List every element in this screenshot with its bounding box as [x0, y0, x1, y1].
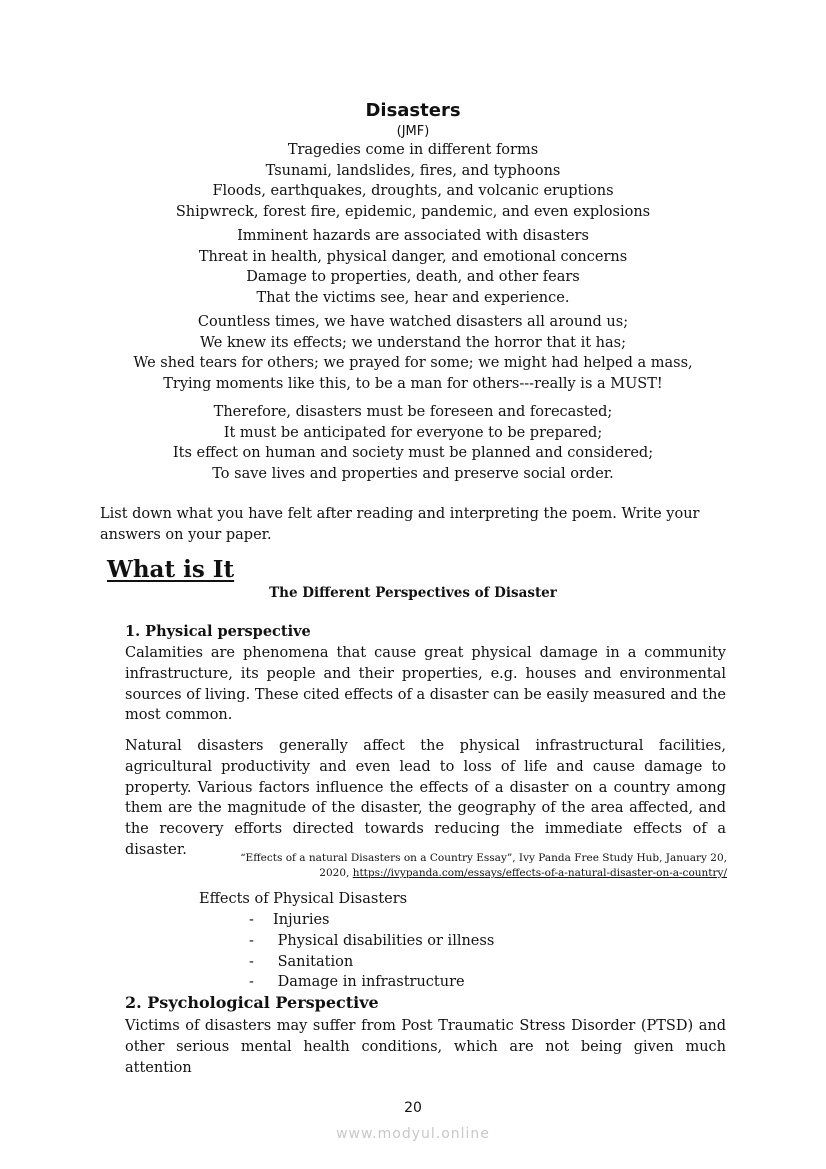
poem-line: It must be anticipated for everyone to be prepared; [223, 424, 603, 441]
poem-line: Countless times, we have watched disasters all around us; [197, 314, 629, 330]
poem-author: (JMF) [396, 124, 430, 139]
citation-text: “Effects of a natural Disasters on a Country Essay”, Ivy Panda Free Study Hub, January 20, 2020, [240, 852, 727, 879]
bullet: - [249, 954, 254, 970]
poem-line: That the victims see, hear and experience. [256, 290, 570, 307]
section-physical-heading: 1. Physical perspective [125, 623, 311, 640]
poem-line: Threat in health, physical danger, and emotional concerns [198, 248, 628, 265]
list-item-text: Injuries [273, 912, 330, 928]
list-item-text: Physical disabilities or illness [273, 933, 495, 949]
bullet: - [249, 933, 254, 949]
physical-paragraph-1: Calamities are phenomena that cause great physical damage in a community infrastructure, its people and their properties, e.g. houses and environmental sources of living. These cited effects of a disaster can be easily measured and the most common. [125, 645, 726, 724]
list-item [249, 910, 330, 931]
list-item-text: Sanitation [273, 954, 354, 970]
poem-line: Tragedies come in different forms [287, 142, 539, 158]
poem-line: We shed tears for others; we prayed for some; we might had helped a mass, [133, 355, 693, 372]
poem-line: Therefore, disasters must be foreseen and forecasted; [213, 404, 613, 420]
poem-stanza-2 [0, 226, 826, 309]
poem-stanza-4 [0, 402, 826, 485]
poem-line: To save lives and properties and preserve social order. [212, 466, 614, 483]
poem-line: Tsunami, landslides, fires, and typhoons [265, 162, 561, 179]
watermark: www.modyul.online [336, 1126, 490, 1142]
poem-line: Imminent hazards are associated with disasters [237, 228, 589, 244]
poem-stanza-1 [0, 140, 826, 223]
list-item-text: Damage in infrastructure [273, 974, 465, 990]
page-number: 20 [404, 1100, 422, 1116]
poem-line: We knew its effects; we understand the horror that it has; [200, 334, 626, 351]
psychological-paragraph: Victims of disasters may suffer from Post Traumatic Stress Disorder (PTSD) and other serious mental health conditions, which are not being given much attention [125, 1018, 726, 1076]
poem-line: Damage to properties, death, and other fears [246, 269, 580, 286]
poem-stanza-3 [0, 312, 826, 395]
bullet: - [249, 974, 254, 990]
instruction-text: List down what you have felt after reading and interpreting the poem. Write your answers on your paper. [100, 506, 700, 543]
effects-heading: Effects of Physical Disasters [199, 891, 408, 907]
what-is-it-heading: What is It [107, 556, 235, 583]
poem-line: Its effect on human and society must be planned and considered; [172, 445, 654, 462]
list-item [249, 972, 465, 993]
list-item [249, 931, 494, 952]
section-psychological-heading: 2. Psychological Perspective [125, 993, 379, 1012]
bullet: - [249, 912, 254, 928]
perspectives-subtitle: The Different Perspectives of Disaster [269, 585, 557, 601]
citation [207, 851, 727, 881]
physical-paragraph-2: Natural disasters generally affect the physical infrastructural facilities, agricultural productivity and even lead to loss of life and cause damage to property. Various factors influence the effects of a disaster on a country among them are the magnitude of the disaster, the geography of the area affected, and the recovery efforts directed towards reducing the immediate effects of a disaster. [125, 738, 726, 858]
poem-line: Floods, earthquakes, droughts, and volcanic eruptions [212, 183, 614, 200]
list-item [249, 952, 353, 973]
poem-title: Disasters [365, 100, 461, 121]
poem-line: Trying moments like this, to be a man for others---really is a MUST! [163, 376, 663, 393]
poem-line: Shipwreck, forest fire, epidemic, pandemic, and even explosions [175, 204, 651, 221]
citation-link[interactable]: https://ivypanda.com/essays/effects-of-a-natural-disaster-on-a-country/ [352, 867, 727, 879]
